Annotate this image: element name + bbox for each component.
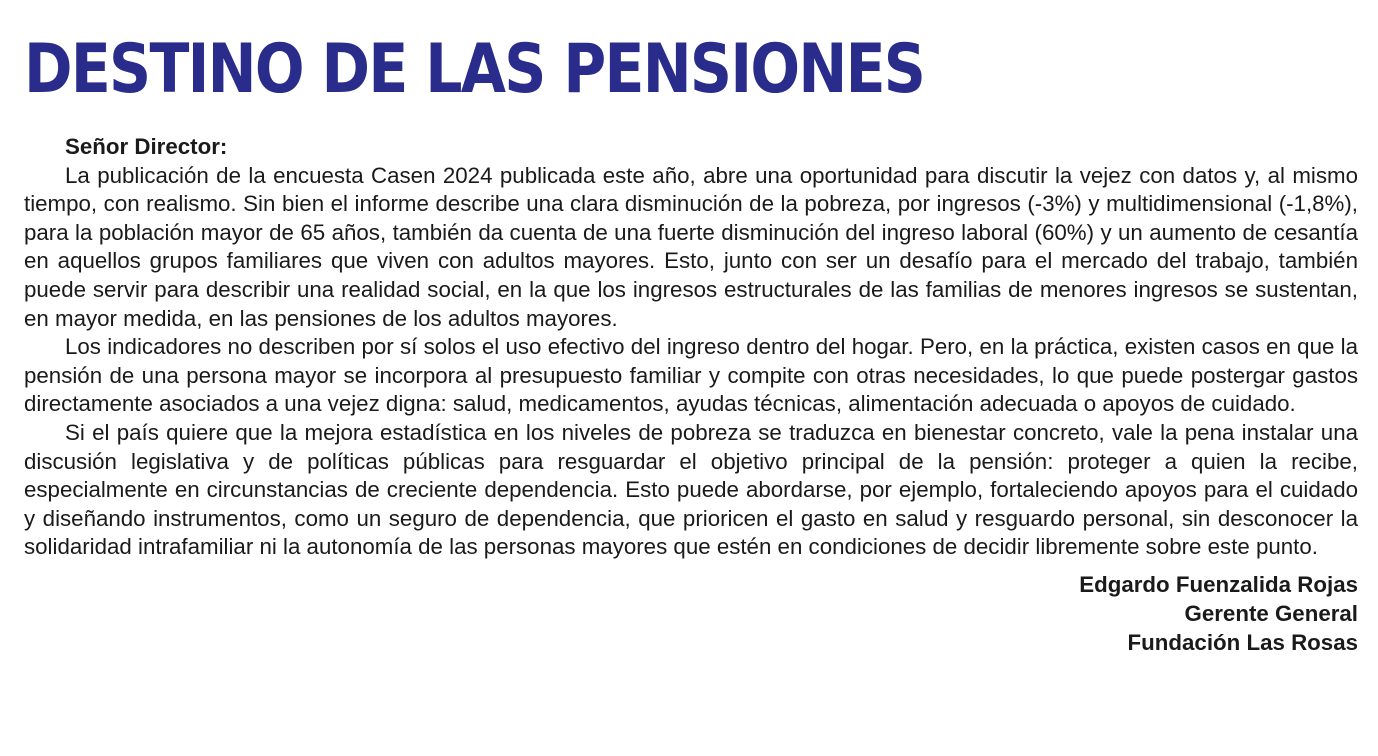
salutation: Señor Director: bbox=[65, 134, 228, 159]
signature-block bbox=[24, 571, 1358, 657]
paragraph-1: La publicación de la encuesta Casen 2024 publicada este año, abre una oportunidad para discutir la vejez con datos y, al mismo tiempo, con realismo. Sin bien el informe describe una clara disminución de la pobreza, por ingresos (-3%) y multidimensional (-1,8%), para la población mayor de 65 años, también da cuenta de una fuerte disminución del ingreso laboral (60%) y un aumento de cesantía en aquellos grupos familiares que viven con adultos mayores. Esto, junto con ser un desafío para el mercado del trabajo, también puede servir para describir una realidad social, en la que los ingresos estructurales de las familias de menores ingresos se sustentan, en mayor medida, en las pensiones de los adultos mayores. bbox=[24, 162, 1358, 331]
letter-headline: DESTINO DE LAS PENSIONES bbox=[24, 30, 925, 109]
signature-name: Edgardo Fuenzalida Rojas bbox=[1079, 571, 1358, 597]
signature-organization: Fundación Las Rosas bbox=[1127, 629, 1358, 655]
paragraph-2: Los indicadores no describen por sí solos el uso efectivo del ingreso dentro del hogar. Pero, en la práctica, existen casos en que la pensión de una persona mayor se incorpora al presupuesto familiar y compite con otras necesidades, lo que puede postergar gastos directamente asociados a una vejez digna: salud, medicamentos, ayudas técnicas, alimentación adecuada o apoyos de cuidado. bbox=[24, 334, 1358, 417]
paragraph-3: Si el país quiere que la mejora estadística en los niveles de pobreza se traduzca en bienestar concreto, vale la pena instalar una discusión legislativa y de políticas públicas para resguardar el objetivo principal de la pensión: proteger a quien la recibe, especialmente en circunstancias de creciente dependencia. Esto puede abordarse, por ejemplo, fortaleciendo apoyos para el cuidado y diseñando instrumentos, como un seguro de dependencia, que prioricen el gasto en salud y resguardo personal, sin desconocer la solidaridad intrafamiliar ni la autonomía de las personas mayores que estén en condiciones de decidir libremente sobre este punto. bbox=[24, 419, 1358, 560]
signature-role: Gerente General bbox=[1184, 600, 1358, 626]
letter-body bbox=[24, 133, 1358, 657]
